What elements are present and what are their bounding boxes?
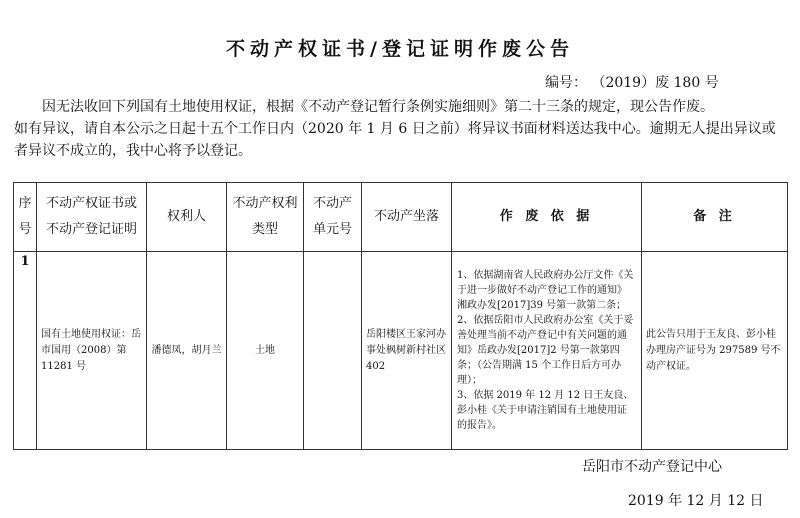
notice-paragraph-2: 如有异议，请自本公示之日起十五个工作日内（2020 年 1 月 6 日之前）将异议书面材料送达我中心。逾期无人提出异议或者异议不成立的，我中心将予以登记。	[14, 121, 776, 159]
issue-date: 2019 年 12 月 12 日	[628, 493, 764, 509]
cell-basis	[452, 252, 642, 450]
issuer-name: 岳阳市不动产登记中心	[582, 459, 722, 475]
void-certificate-table	[13, 182, 788, 450]
header-holder: 权利人	[147, 183, 227, 252]
notice-text	[14, 96, 786, 162]
cell-holder: 潘德凤，胡月兰	[147, 252, 227, 450]
table-row	[14, 252, 788, 450]
cell-right-type: 土地	[227, 252, 304, 450]
cell-location: 岳阳楼区王家河办事处枫树新村社区 402	[362, 252, 452, 450]
header-basis: 作 废 依 据	[452, 183, 642, 252]
page-title: 不动产权证书/登记证明作废公告	[226, 38, 574, 60]
header-unit-no: 不动产单元号	[304, 183, 362, 252]
basis-item-1: 1、依据湖南省人民政府办公厅文件《关于进一步做好不动产登记工作的通知》湘政办发[2017]39 号第一款第二条；	[457, 270, 634, 311]
document-number: 编号： （2019）废 180 号	[545, 75, 719, 91]
header-location: 不动产坐落	[362, 183, 452, 252]
basis-item-2: 2、依据岳阳市人民政府办公室《关于妥善处理当前不动产登记中有关问题的通知》岳政办发[2017]2 号第一款第四条；（公告期满 15 个工作日后方可办理）；	[457, 315, 634, 386]
header-cert: 不动产权证书或不动产登记证明	[37, 183, 147, 252]
cell-cert: 国有土地使用权证：岳市国用（2008）第 11281 号	[37, 252, 147, 450]
header-right-type: 不动产权利类型	[227, 183, 304, 252]
basis-item-3: 3、依据 2019 年 12 月 12 日王友良、彭小桂《关于申请注销国有土地使用证的报告》。	[457, 390, 634, 431]
cell-remark: 此公告只用于王友良、彭小桂办理房产证号为 297589 号不动产权证。	[642, 252, 788, 450]
header-remark: 备 注	[642, 183, 788, 252]
table-header-row	[14, 183, 788, 252]
cell-seq: 1	[14, 252, 37, 450]
cell-unit-no	[304, 252, 362, 450]
header-seq: 序号	[14, 183, 37, 252]
notice-paragraph-1: 因无法收回下列国有土地使用权证，根据《不动产登记暂行条例实施细则》第二十三条的规定，现公告作废。	[42, 99, 714, 115]
